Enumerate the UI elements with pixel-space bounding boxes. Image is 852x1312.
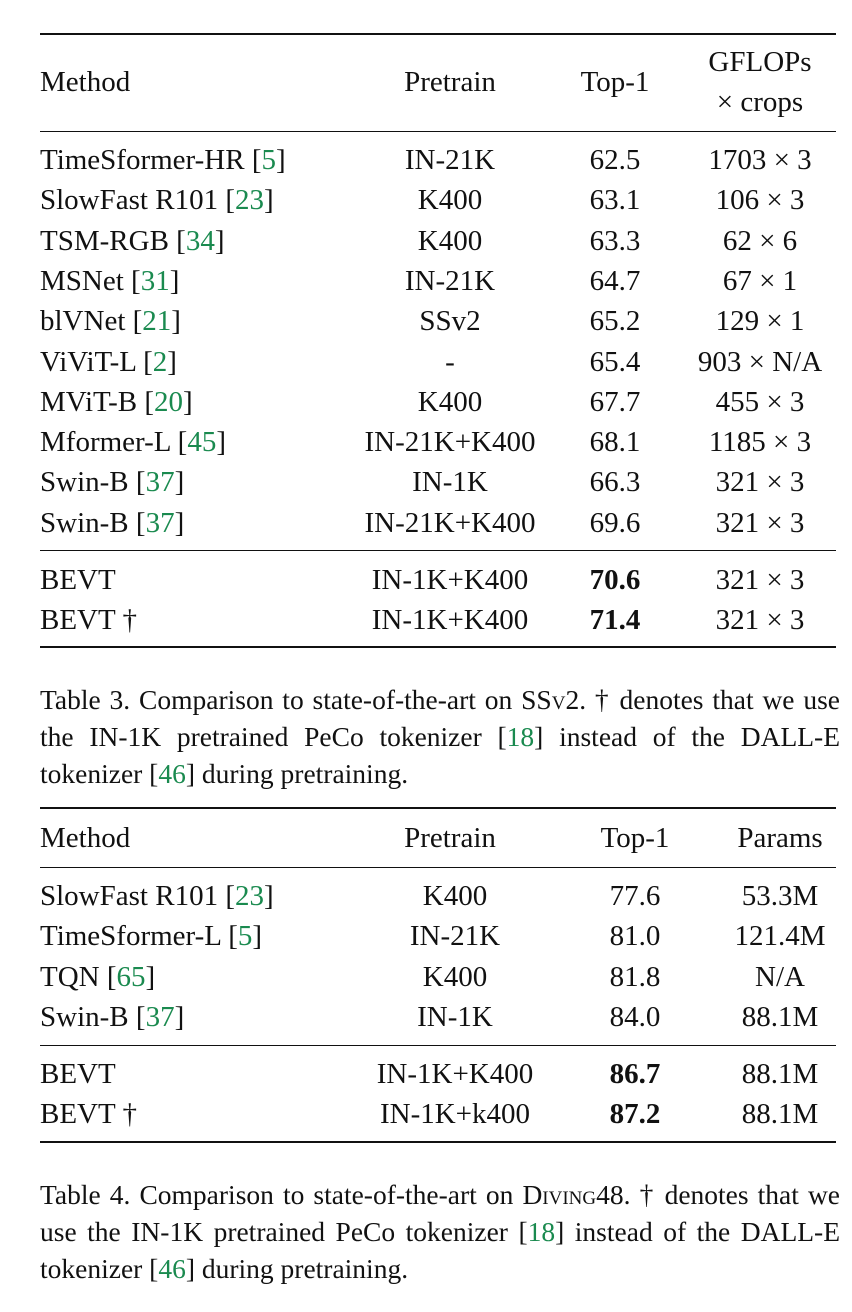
table-row — [0, 221, 852, 261]
pretrain-cell: K400 — [422, 880, 488, 912]
reference-link[interactable]: 5 — [261, 144, 276, 176]
pretrain-cell: K400 — [417, 224, 483, 257]
top1-cell-best: 87.2 — [609, 1098, 661, 1131]
cost-cell: 455 × 3 — [715, 385, 805, 418]
pretrain-cell: SSv2 — [419, 305, 481, 338]
pretrain-cell: K400 — [417, 184, 483, 217]
top1-cell: 84.0 — [609, 1000, 661, 1033]
top1-cell: 66.3 — [589, 466, 641, 499]
pretrain-cell: IN-1K — [412, 466, 488, 499]
method-cell: TimeSformer-HR [5] — [40, 144, 286, 176]
cost-cell: 67 × 1 — [722, 264, 798, 297]
reference-link[interactable]: 23 — [235, 880, 264, 912]
top1-cell: 63.1 — [589, 184, 641, 217]
pretrain-cell: IN-21K — [404, 264, 496, 297]
cost-cell: 1703 × 3 — [708, 144, 812, 176]
reference-link[interactable]: 2 — [152, 345, 168, 378]
method-cell — [40, 1054, 116, 1094]
table-row — [0, 342, 852, 382]
table3-header-top1: Top-1 — [580, 66, 650, 98]
cost-cell: 903 × N/A — [697, 345, 823, 378]
table4-bottom-rule — [40, 1141, 836, 1143]
method-name: Swin-B — [40, 1000, 129, 1033]
params-cell: 121.4M — [734, 920, 826, 953]
table4-header-rule — [40, 867, 836, 868]
cost-cell: 321 × 3 — [715, 506, 805, 539]
params-cell: 88.1M — [741, 1000, 819, 1033]
top1-cell: 65.2 — [589, 305, 641, 338]
pretrain-cell: IN-21K — [404, 144, 496, 176]
table4-header-top1: Top-1 — [600, 822, 670, 854]
reference-link[interactable]: 18 — [506, 721, 535, 752]
top1-cell: 81.8 — [609, 960, 661, 993]
pretrain-cell: IN-21K+K400 — [364, 506, 536, 539]
pretrain-cell: IN-1K+k400 — [379, 1098, 531, 1131]
cost-cell: 106 × 3 — [715, 184, 805, 217]
table-row-ours — [0, 600, 852, 640]
table-row — [0, 957, 852, 997]
method-name: SlowFast R101 — [40, 880, 219, 912]
method-name: BEVT — [40, 564, 116, 596]
table3-header-method: Method — [40, 66, 131, 98]
reference-link[interactable]: 37 — [145, 466, 175, 499]
reference-link[interactable]: 46 — [158, 1253, 186, 1284]
table4-header-params: Params — [737, 822, 823, 854]
top1-cell: 81.0 — [609, 920, 661, 953]
table3-header-gflops: GFLOPs — [708, 46, 812, 78]
table-row — [0, 140, 852, 180]
method-cell: TimeSformer-L [5] — [40, 920, 263, 953]
reference-link[interactable]: 21 — [142, 305, 172, 338]
pretrain-cell: IN-21K+K400 — [364, 426, 536, 459]
reference-link[interactable]: 5 — [237, 920, 253, 953]
table-row — [0, 301, 852, 341]
table-row — [0, 462, 852, 502]
method-name: BEVT — [40, 1058, 116, 1090]
method-name: TSM-RGB — [40, 224, 169, 257]
method-name: BEVT † — [40, 1098, 137, 1131]
top1-cell: 64.7 — [589, 264, 641, 297]
table4-top-rule — [40, 807, 836, 809]
cost-cell: 321 × 3 — [715, 466, 805, 499]
cost-cell: 1185 × 3 — [708, 426, 812, 459]
table-row — [0, 876, 852, 916]
pretrain-cell: IN-1K — [417, 1000, 493, 1033]
table3-header-crops: × crops — [716, 86, 804, 118]
table3-header-rule — [40, 131, 836, 132]
method-name: blVNet — [40, 305, 126, 338]
params-cell: 88.1M — [741, 1058, 819, 1090]
pretrain-cell: K400 — [417, 385, 483, 418]
table-row — [0, 422, 852, 462]
table-row — [0, 261, 852, 301]
table3-caption-label: Table 3. — [40, 684, 131, 715]
cost-cell: 321 × 3 — [715, 604, 805, 637]
pretrain-cell: IN-1K+K400 — [371, 564, 529, 596]
table-row — [0, 382, 852, 422]
reference-link[interactable]: 65 — [116, 960, 146, 993]
method-name: Swin-B — [40, 466, 129, 499]
cost-cell: 129 × 1 — [715, 305, 805, 338]
table-row — [0, 997, 852, 1037]
top1-cell: 69.6 — [589, 506, 641, 539]
method-cell — [40, 560, 116, 600]
method-name: ViViT-L — [40, 345, 136, 378]
top1-cell: 68.1 — [589, 426, 641, 459]
method-cell: Swin-B [37] — [40, 466, 185, 499]
pretrain-cell: IN-1K+K400 — [376, 1058, 534, 1090]
table-row — [0, 180, 852, 220]
reference-link[interactable]: 23 — [235, 184, 264, 217]
params-cell: 88.1M — [741, 1098, 819, 1131]
method-cell: Mformer-L [45] — [40, 426, 226, 459]
top1-cell-best: 86.7 — [609, 1058, 661, 1090]
params-cell: N/A — [755, 960, 805, 993]
table4-caption-dataset: Diving48 — [522, 1179, 624, 1210]
pretrain-cell: K400 — [422, 960, 488, 993]
reference-link[interactable]: 45 — [187, 426, 217, 459]
table3-bottom-rule — [40, 646, 836, 648]
top1-cell-best: 70.6 — [589, 564, 641, 596]
table4-header-pretrain: Pretrain — [404, 822, 496, 854]
pretrain-cell: IN-21K — [409, 920, 501, 953]
method-cell: MSNet [31] — [40, 264, 180, 297]
method-cell: TQN [65] — [40, 960, 156, 993]
table-row — [0, 503, 852, 543]
method-name: MSNet — [40, 264, 124, 297]
reference-link[interactable]: 34 — [185, 224, 215, 257]
top1-cell-best: 71.4 — [589, 604, 641, 637]
reference-link[interactable]: 37 — [145, 506, 175, 539]
table3-ours-rule — [40, 550, 836, 551]
method-name: Swin-B — [40, 506, 129, 539]
top1-cell: 67.7 — [589, 385, 641, 418]
table3-header-pretrain: Pretrain — [404, 66, 496, 98]
pretrain-cell: IN-1K+K400 — [371, 604, 529, 637]
table4-caption: Table 4. Comparison to state-of-the-art on Diving48. † denotes that we use the IN-1K pretrained PeCo tokenizer [18] instead of the DALL-E tokenizer [46] during pretraining. — [40, 1179, 841, 1284]
table4-ours-rule — [40, 1045, 836, 1046]
cost-cell: 62 × 6 — [722, 224, 798, 257]
table4-caption-label: Table 4. — [40, 1179, 131, 1210]
method-cell: Swin-B [37] — [40, 506, 185, 539]
table-row-ours — [0, 560, 852, 600]
method-name: Mformer-L — [40, 426, 171, 459]
pretrain-cell: - — [445, 345, 455, 378]
table3-caption-dataset: SSv2 — [521, 684, 580, 715]
table-row — [0, 916, 852, 956]
params-cell: 53.3M — [741, 880, 819, 912]
cost-cell: 321 × 3 — [715, 564, 805, 596]
method-cell: SlowFast R101 [23] — [40, 880, 274, 912]
method-cell: TSM-RGB [34] — [40, 224, 225, 257]
table-row-ours — [0, 1054, 852, 1094]
method-cell: MViT-B [20] — [40, 385, 193, 418]
table-row-ours — [0, 1094, 852, 1134]
top1-cell: 65.4 — [589, 345, 641, 378]
top1-cell: 77.6 — [609, 880, 661, 912]
reference-link[interactable]: 37 — [145, 1000, 175, 1033]
reference-link[interactable]: 46 — [158, 758, 186, 789]
method-name: SlowFast R101 — [40, 184, 219, 217]
top1-cell: 62.5 — [589, 144, 641, 176]
table3-top-rule — [40, 33, 836, 35]
method-cell — [40, 1094, 137, 1134]
reference-link[interactable]: 20 — [154, 385, 184, 418]
method-name: TQN — [40, 960, 100, 993]
method-cell — [40, 600, 137, 640]
table4-header-method: Method — [40, 822, 131, 854]
top1-cell: 63.3 — [589, 224, 641, 257]
method-name: TimeSformer-L — [40, 920, 221, 953]
table4-header-row — [0, 818, 852, 858]
method-name: BEVT † — [40, 604, 137, 637]
method-cell: blVNet [21] — [40, 305, 181, 338]
reference-link[interactable]: 18 — [527, 1216, 556, 1247]
method-name: MViT-B — [40, 385, 138, 418]
method-name: TimeSformer-HR — [40, 144, 245, 176]
method-cell: SlowFast R101 [23] — [40, 184, 274, 217]
method-cell: ViViT-L [2] — [40, 345, 177, 378]
reference-link[interactable]: 31 — [140, 264, 170, 297]
table3-caption: Table 3. Comparison to state-of-the-art on SSv2. † denotes that we use the IN-1K pretrained PeCo tokenizer [18] instead of the DALL-E tokenizer [46] during pretraining. — [40, 684, 841, 789]
method-cell: Swin-B [37] — [40, 1000, 185, 1033]
